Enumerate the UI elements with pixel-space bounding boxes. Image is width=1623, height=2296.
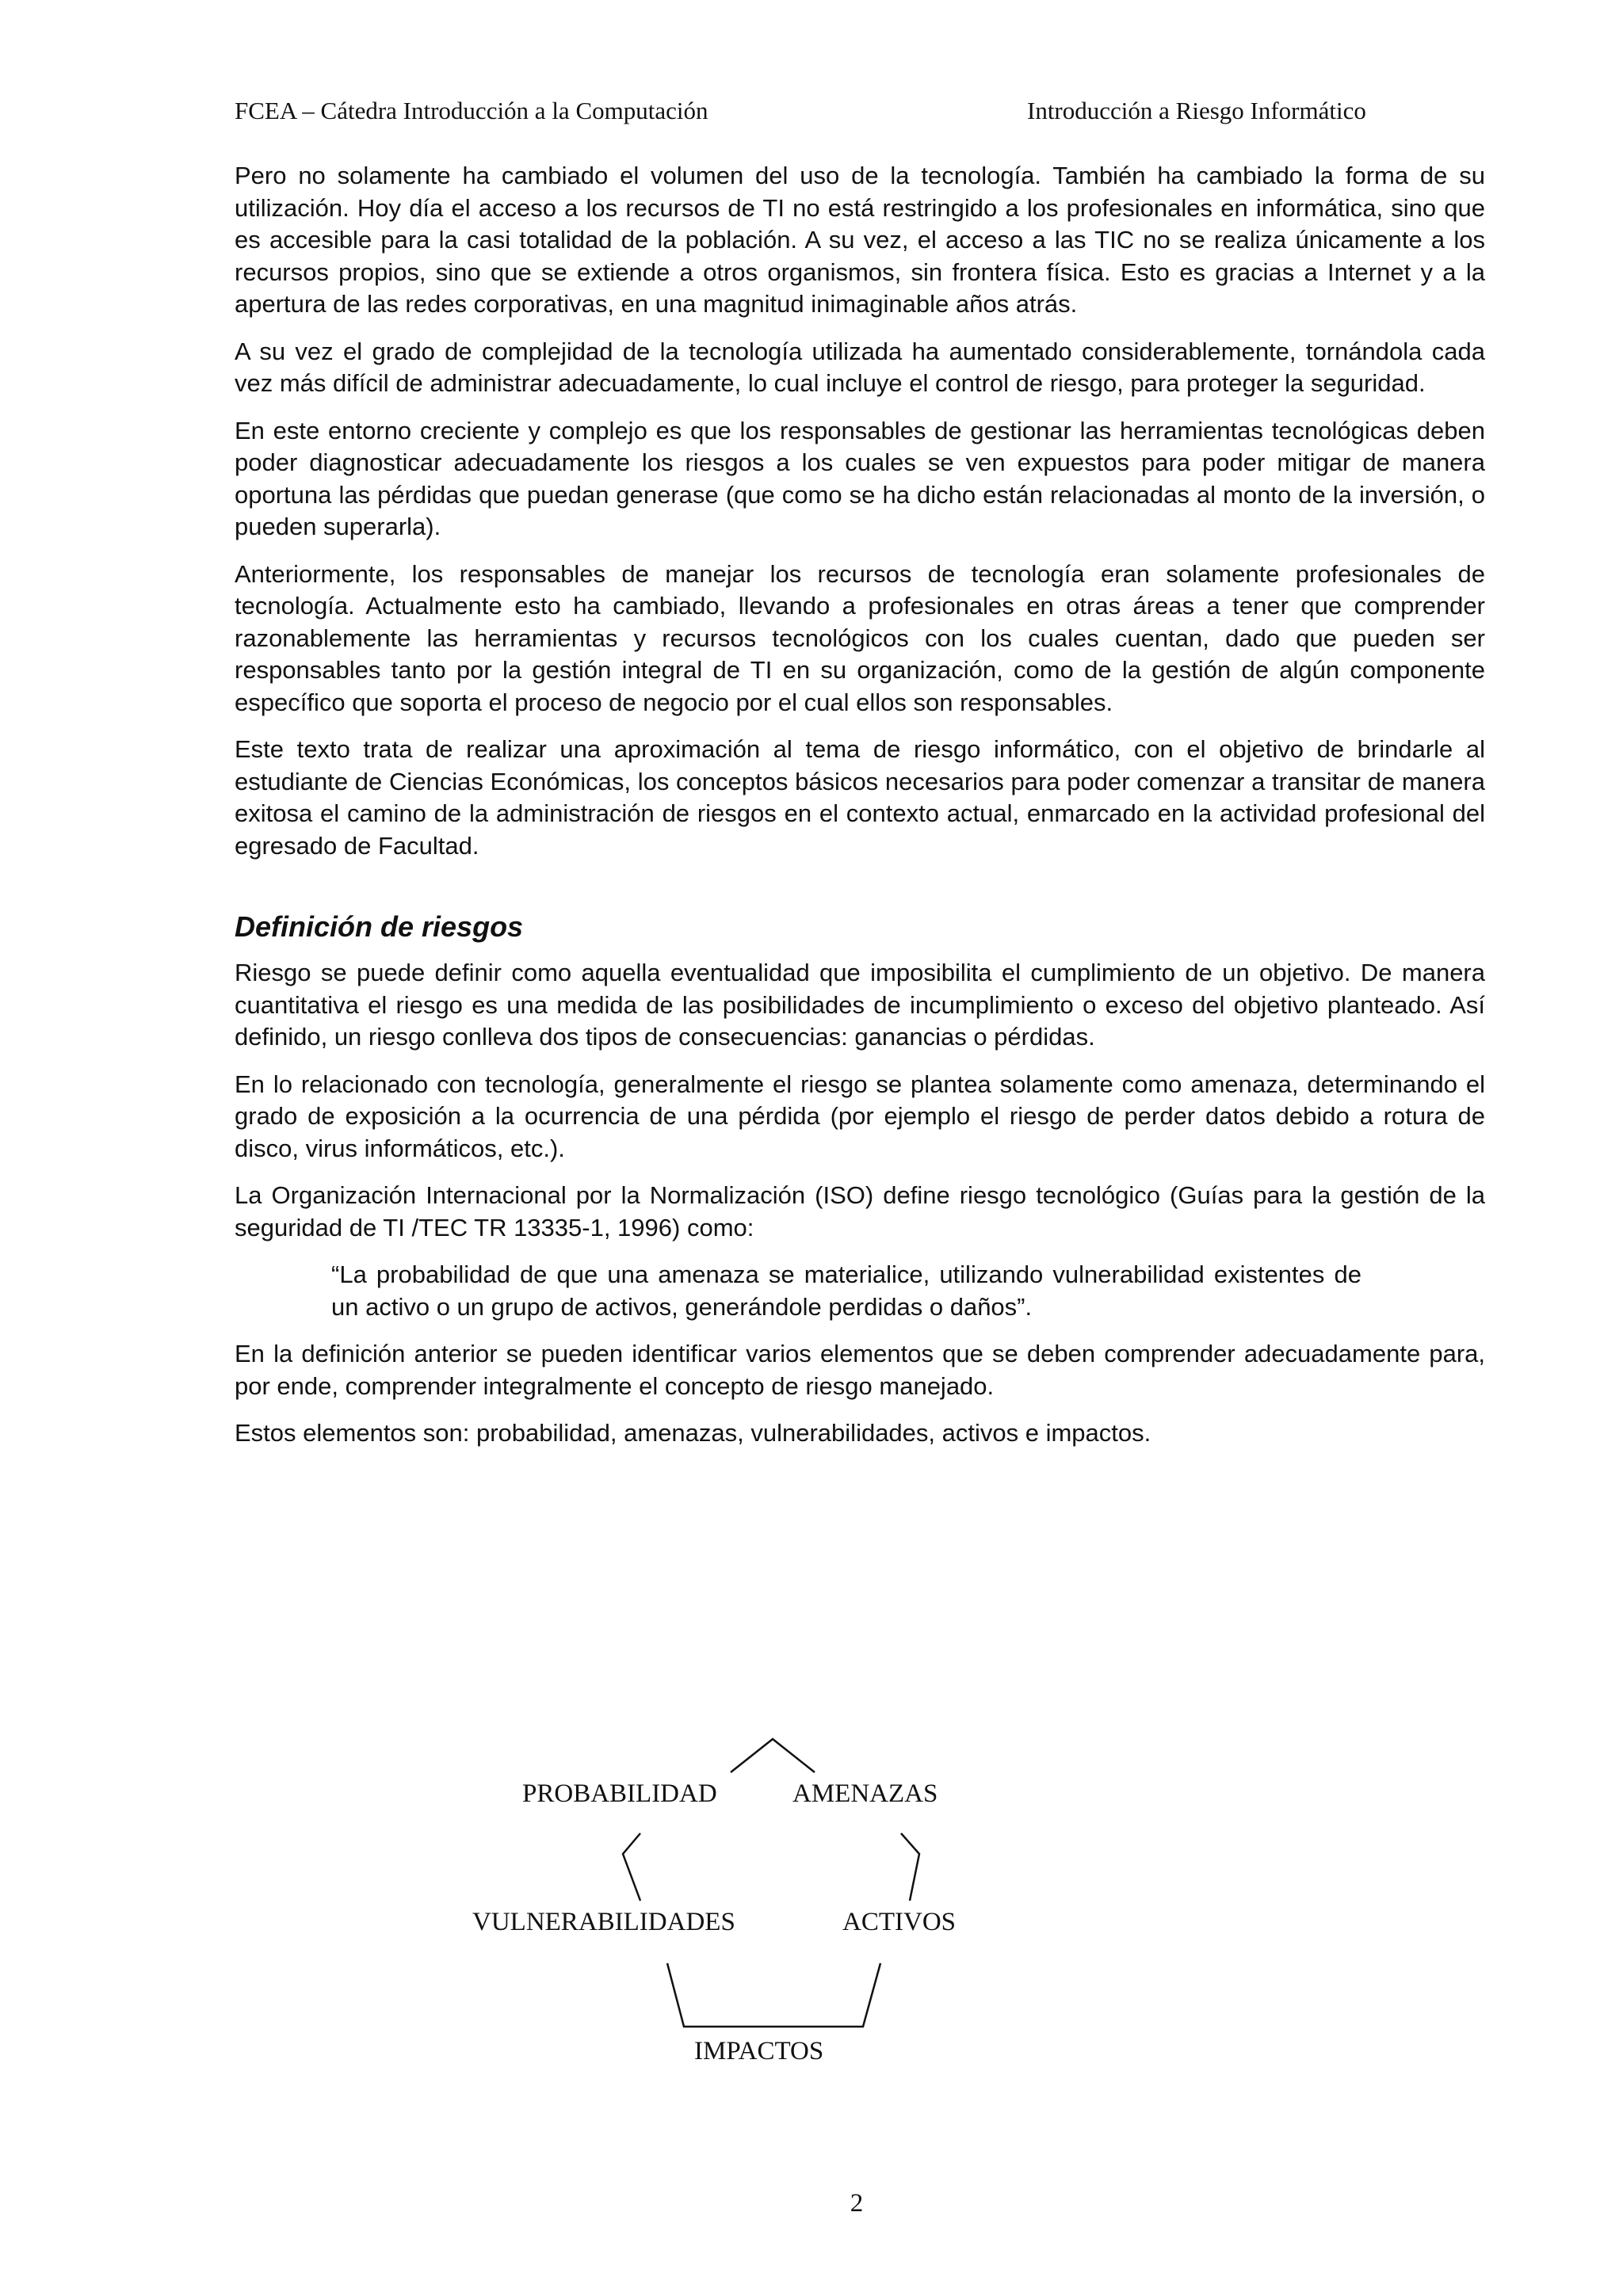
paragraph: Estos elementos son: probabilidad, amenazas, vulnerabilidades, activos e impactos. <box>235 1419 1151 1447</box>
label-vulnerabilidades: VULNERABILIDADES <box>472 1908 735 1936</box>
paragraph: La Organización Internacional por la Normalización (ISO) define riesgo tecnológico (Guías para la gestión de la seguridad de TI /TEC TR 13335-1, 1996) como: <box>235 1181 1485 1241</box>
section-title: Definición de riesgos <box>235 910 524 943</box>
connector-right <box>901 1833 919 1901</box>
paragraph: Riesgo se puede definir como aquella eventualidad que imposibilita el cumplimiento de un objetivo. De manera cuantitativa el riesgo es una medida de las posibilidades de incumplimiento o exceso del objetivo planteado. Así definido, un riesgo conlleva dos tipos de consecuencias: ganancias o pérdidas. <box>235 959 1485 1051</box>
connector-bottom <box>667 1963 880 2027</box>
label-impactos: IMPACTOS <box>694 2037 824 2065</box>
paragraph: En la definición anterior se pueden identificar varios elementos que se deben comprender adecuadamente para, por ende, comprender integralmente el concepto de riesgo manejado. <box>235 1340 1485 1400</box>
connector-left <box>623 1833 640 1901</box>
iso-definition-quote: “La probabilidad de que una amenaza se materialice, utilizando vulnerabilidad existentes de un activo o un grupo de activos, generándole perdidas o daños”. <box>331 1261 1361 1321</box>
paragraph: En lo relacionado con tecnología, generalmente el riesgo se plantea solamente como amenaza, determinando el grado de exposición a la ocurrencia de una pérdida (por ejemplo el riesgo de perder datos debido a rotura de disco, virus informáticos, etc.). <box>235 1070 1485 1162</box>
label-activos: ACTIVOS <box>842 1908 957 1936</box>
connector-top <box>731 1739 815 1772</box>
label-amenazas: AMENAZAS <box>792 1779 938 1808</box>
paragraph: A su vez el grado de complejidad de la tecnología utilizada ha aumentado considerablemente, tornándola cada vez más difícil de administrar adecuadamente, lo cual incluye el control de riesgo, para proteger la seguridad. <box>235 337 1485 397</box>
paragraph: Pero no solamente ha cambiado el volumen del uso de la tecnología. También ha cambiado la forma de su utilización. Hoy día el acceso a los recursos de TI no está restringido a los profesionales en informática, sino que es accesible para la casi totalidad de la población. A su vez, el acceso a las TIC no se realiza únicamente a los recursos propios, sino que se extiende a otros organismos, sin frontera física. Esto es gracias a Internet y a la apertura de las redes corporativas, en una magnitud inimaginable años atrás. <box>235 162 1485 318</box>
header-right: Introducción a Riesgo Informático <box>1027 97 1366 124</box>
paragraph: Anteriormente, los responsables de manejar los recursos de tecnología eran solamente profesionales de tecnología. Actualmente esto ha cambiado, llevando a profesionales en otras áreas a tener que comprender razonablemente las herramientas y recursos tecnológicos con los cuales cuentan, dado que pueden ser responsables tanto por la gestión integral de TI en su organización, como de la gestión de algún componente específico que soporta el proceso de negocio por el cual ellos son responsables. <box>235 559 1485 716</box>
paragraph: Este texto trata de realizar una aproximación al tema de riesgo informático, con el objetivo de brindarle al estudiante de Ciencias Económicas, los conceptos básicos necesarios para poder comenzar a transitar de manera exitosa el camino de la administración de riesgos en el contexto actual, enmarcado en la actividad profesional del egresado de Facultad. <box>235 735 1485 860</box>
header-left: FCEA – Cátedra Introducción a la Computación <box>235 97 708 124</box>
paragraph: En este entorno creciente y complejo es que los responsables de gestionar las herramientas tecnológicas deben poder diagnosticar adecuadamente los riesgos a los cuales se ven expuestos para poder mitigar de manera oportuna las pérdidas que puedan generase (que como se ha dicho están relacionadas al monto de la inversión, o pueden superarla). <box>235 416 1485 540</box>
page-number: 2 <box>850 2189 864 2218</box>
label-probabilidad: PROBABILIDAD <box>522 1779 717 1808</box>
body-text <box>235 160 1485 1465</box>
